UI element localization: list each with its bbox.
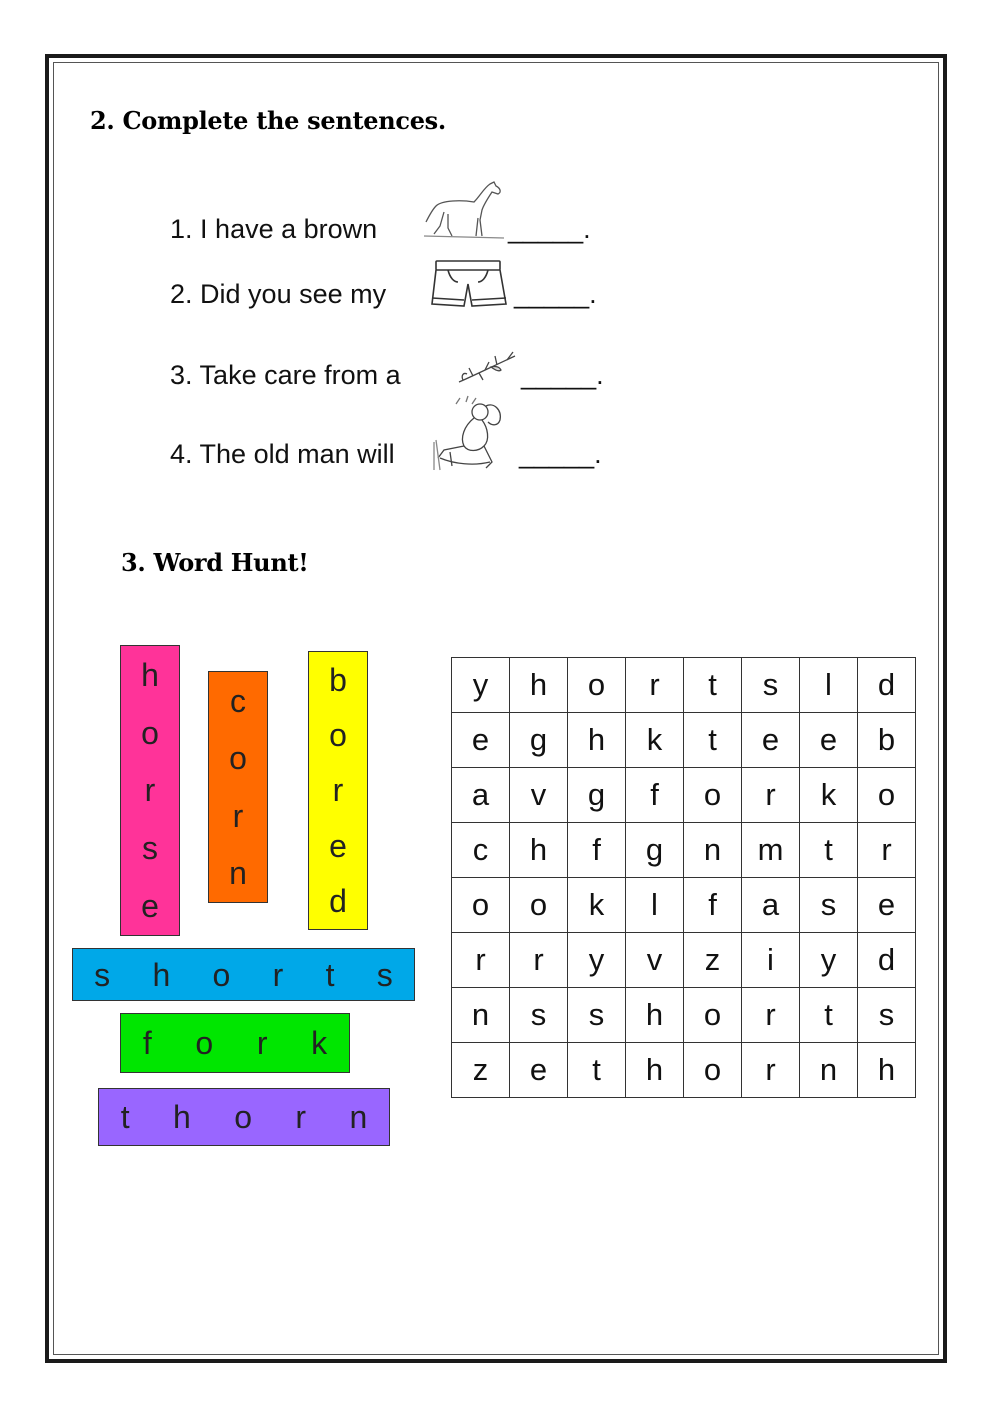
answer-blank-3[interactable]: _____. <box>521 360 604 390</box>
grid-cell[interactable]: g <box>626 823 684 878</box>
grid-cell[interactable]: f <box>568 823 626 878</box>
grid-cell[interactable]: c <box>452 823 510 878</box>
grid-cell[interactable]: k <box>568 878 626 933</box>
letter: t <box>120 1099 130 1135</box>
letter: r <box>256 1025 268 1061</box>
letter: k <box>311 1025 328 1061</box>
grid-cell[interactable]: h <box>510 658 568 713</box>
grid-row <box>452 768 916 823</box>
grid-cell[interactable]: f <box>684 878 742 933</box>
letter: o <box>329 717 347 754</box>
grid-row <box>452 658 916 713</box>
grid-cell[interactable]: m <box>742 823 800 878</box>
answer-blank-1[interactable]: _____. <box>508 214 591 244</box>
grid-cell[interactable]: t <box>800 988 858 1043</box>
grid-cell[interactable]: r <box>742 1043 800 1098</box>
letter: t <box>325 956 335 993</box>
sentence-text: The old man will <box>199 439 395 469</box>
letter: b <box>329 661 347 698</box>
grid-cell[interactable]: v <box>626 933 684 988</box>
grid-cell[interactable]: h <box>858 1043 916 1098</box>
grid-cell[interactable]: a <box>452 768 510 823</box>
grid-row <box>452 988 916 1043</box>
grid-cell[interactable]: k <box>800 768 858 823</box>
grid-cell[interactable]: e <box>800 713 858 768</box>
grid-cell[interactable]: s <box>568 988 626 1043</box>
word-card-thorn[interactable] <box>98 1088 390 1146</box>
grid-row <box>452 1043 916 1098</box>
letter: s <box>94 956 111 993</box>
grid-row <box>452 713 916 768</box>
grid-cell[interactable]: t <box>684 713 742 768</box>
letter: r <box>295 1099 307 1135</box>
grid-row <box>452 878 916 933</box>
grid-cell[interactable]: l <box>626 878 684 933</box>
word-card-bored[interactable] <box>308 651 368 930</box>
letter: n <box>349 1099 368 1135</box>
letter: h <box>152 956 171 993</box>
grid-cell[interactable]: r <box>742 988 800 1043</box>
word-card-corn[interactable] <box>208 671 268 903</box>
grid-cell[interactable]: o <box>858 768 916 823</box>
section-2-title: 2. Complete the sentences. <box>90 106 446 135</box>
grid-cell[interactable]: z <box>684 933 742 988</box>
grid-row <box>452 823 916 878</box>
thorn-icon <box>455 348 521 390</box>
letter: s <box>142 830 158 867</box>
grid-cell[interactable]: o <box>568 658 626 713</box>
letter: r <box>272 956 284 993</box>
grid-cell[interactable]: v <box>510 768 568 823</box>
grid-cell[interactable]: s <box>858 988 916 1043</box>
sentence-1 <box>170 214 377 245</box>
shorts-icon <box>428 258 510 310</box>
grid-cell[interactable]: g <box>510 713 568 768</box>
grid-cell[interactable]: g <box>568 768 626 823</box>
letter: h <box>141 656 159 693</box>
letter: r <box>144 772 156 809</box>
sentence-number: 3. <box>170 360 193 390</box>
grid-cell[interactable]: y <box>452 658 510 713</box>
grid-cell[interactable]: o <box>452 878 510 933</box>
grid-cell[interactable]: s <box>800 878 858 933</box>
grid-cell[interactable]: s <box>510 988 568 1043</box>
grid-cell[interactable]: o <box>684 988 742 1043</box>
sentence-4 <box>170 439 395 470</box>
letter: f <box>142 1025 152 1061</box>
grid-cell[interactable]: y <box>800 933 858 988</box>
grid-cell[interactable]: r <box>510 933 568 988</box>
grid-cell[interactable]: e <box>742 713 800 768</box>
grid-cell[interactable]: f <box>626 768 684 823</box>
letter: o <box>234 1099 252 1135</box>
grid-cell[interactable]: r <box>742 768 800 823</box>
grid-cell[interactable]: i <box>742 933 800 988</box>
word-search-grid <box>451 657 916 1098</box>
sentence-number: 1. <box>170 214 193 244</box>
letter: e <box>329 827 347 864</box>
answer-blank-4[interactable]: _____. <box>519 439 602 469</box>
bored-man-icon <box>430 392 514 474</box>
grid-cell[interactable]: o <box>510 878 568 933</box>
grid-cell[interactable]: n <box>800 1043 858 1098</box>
grid-cell[interactable]: h <box>510 823 568 878</box>
answer-blank-2[interactable]: _____. <box>514 279 597 309</box>
sentence-text: I have a brown <box>200 214 378 244</box>
grid-cell[interactable]: o <box>684 1043 742 1098</box>
grid-cell[interactable]: r <box>452 933 510 988</box>
letter: n <box>229 855 247 892</box>
grid-cell[interactable]: y <box>568 933 626 988</box>
sentence-text: Did you see my <box>200 279 387 309</box>
letter: o <box>195 1025 214 1061</box>
word-card-shorts[interactable] <box>72 948 415 1001</box>
grid-cell[interactable]: h <box>626 988 684 1043</box>
letter: o <box>141 714 159 751</box>
word-card-horse[interactable] <box>120 645 180 936</box>
sentence-3 <box>170 360 401 391</box>
grid-cell[interactable]: a <box>742 878 800 933</box>
grid-cell[interactable]: d <box>858 658 916 713</box>
letter: s <box>376 956 393 993</box>
grid-cell[interactable]: b <box>858 713 916 768</box>
letter: o <box>229 740 247 777</box>
word-card-fork[interactable] <box>120 1013 350 1073</box>
grid-cell[interactable]: r <box>858 823 916 878</box>
section-3-title: 3. Word Hunt! <box>121 548 309 577</box>
grid-cell[interactable]: t <box>684 658 742 713</box>
letter: r <box>332 772 344 809</box>
grid-cell[interactable]: n <box>684 823 742 878</box>
sentence-2 <box>170 279 386 310</box>
letter: o <box>212 956 231 993</box>
grid-cell[interactable]: e <box>858 878 916 933</box>
letter: h <box>173 1099 191 1135</box>
grid-cell[interactable]: r <box>626 658 684 713</box>
sentence-number: 2. <box>170 279 193 309</box>
grid-cell[interactable]: d <box>858 933 916 988</box>
letter: c <box>230 682 246 719</box>
grid-cell[interactable]: h <box>568 713 626 768</box>
grid-cell[interactable]: l <box>800 658 858 713</box>
grid-row <box>452 933 916 988</box>
horse-icon <box>422 178 506 244</box>
grid-cell[interactable]: s <box>742 658 800 713</box>
sentence-text: Take care from a <box>199 360 401 390</box>
grid-cell[interactable]: t <box>568 1043 626 1098</box>
grid-cell[interactable]: e <box>510 1043 568 1098</box>
grid-cell[interactable]: h <box>626 1043 684 1098</box>
grid-cell[interactable]: o <box>684 768 742 823</box>
grid-cell[interactable]: k <box>626 713 684 768</box>
grid-cell[interactable]: n <box>452 988 510 1043</box>
letter: d <box>329 883 347 920</box>
letter: e <box>141 888 159 925</box>
grid-cell[interactable]: e <box>452 713 510 768</box>
letter: r <box>232 797 244 834</box>
grid-cell[interactable]: z <box>452 1043 510 1098</box>
sentence-number: 4. <box>170 439 193 469</box>
grid-cell[interactable]: t <box>800 823 858 878</box>
